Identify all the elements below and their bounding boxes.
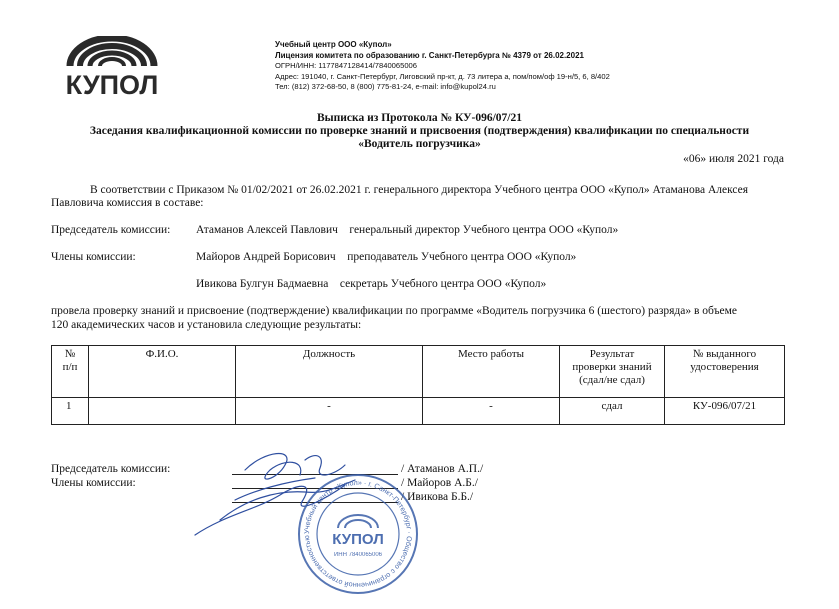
cell-result: сдал: [560, 398, 665, 425]
header-workplace: Место работы: [423, 346, 560, 398]
sig-name-3: / Ивикова Б.Б./: [401, 491, 474, 503]
header-position: Должность: [236, 346, 423, 398]
result-line-1: провела проверку знаний и присвоение (подтверждение) квалификации по программе «Водитель погрузчика 6 (шестого) разряда» в объеме: [51, 305, 738, 317]
header-cert-number: № выданного удостоверения: [665, 346, 785, 398]
header-result: Результат проверки знаний (сдал/не сдал): [560, 346, 665, 398]
intro-line-2: Павловича комиссия в составе:: [51, 197, 204, 209]
doc-date: «06» июля 2021 года: [683, 153, 784, 165]
intro-line-1: В соответствии с Приказом № 01/02/2021 от 26.02.2021 г. генерального директора Учебного центра ООО «Купол» Атаманова Алексея: [90, 184, 749, 196]
cell-num: 1: [52, 398, 89, 425]
ogrn-text: ОГРН/ИНН: 1177847128414/7840065006: [275, 61, 418, 71]
org-name: Учебный центр ООО «Купол»: [275, 40, 392, 49]
address-text: Адрес: 191040, г. Санкт-Петербург, Лиговский пр-кт, д. 73 литера а, пом/пом/оф 19-н/5, 6, 8/402: [275, 71, 610, 81]
doc-title: Выписка из Протокола № КУ-096/07/21: [317, 112, 522, 124]
official-stamp: [296, 472, 420, 596]
result-line-2: 120 академических часов и установила следующие результаты:: [51, 319, 362, 331]
sig-chair-label: Председатель комиссии:: [51, 463, 171, 475]
sig-name-1: / Атаманов А.П./: [401, 463, 484, 475]
cell-position: -: [236, 398, 423, 425]
sig-members-label: Члены комиссии:: [51, 477, 136, 489]
header-fio: Ф.И.О.: [89, 346, 236, 398]
table-header-row: [52, 346, 785, 398]
member-2: Ивикова Булгун Бадмаевна секретарь Учебного центра ООО «Купол»: [196, 278, 547, 290]
table-row: [52, 398, 785, 425]
members-label: Члены комиссии:: [51, 251, 136, 263]
chair-value: Атаманов Алексей Павлович генеральный директор Учебного центра ООО «Купол»: [196, 224, 619, 236]
company-logo: [56, 36, 168, 98]
member-1: Майоров Андрей Борисович преподаватель Учебного центра ООО «Купол»: [196, 251, 577, 263]
logo-text: КУПОЛ: [65, 70, 159, 98]
doc-specialty: «Водитель погрузчика»: [358, 138, 481, 150]
license-text: Лицензия комитета по образованию г. Санкт-Петербурга № 4379 от 26.02.2021: [275, 50, 584, 60]
results-table: [51, 345, 785, 425]
sig-name-2: / Майоров А.Б./: [401, 477, 478, 489]
chair-label: Председатель комиссии:: [51, 224, 171, 236]
contacts-text: Тел: (812) 372-68-50, 8 (800) 775-81-24, e-mail: info@kupol24.ru: [275, 82, 496, 92]
cell-workplace: -: [423, 398, 560, 425]
doc-subtitle: Заседания квалификационной комиссии по проверке знаний и присвоения (подтверждения) квалификации по специальности: [89, 125, 750, 137]
stamp-outer-text: Учебный центр «Купол» · г. Санкт-Петербург · Общество с ограниченной ответственностью: [301, 477, 415, 591]
org-details: [275, 40, 610, 93]
cell-fio: [89, 398, 236, 425]
cell-cert-number: КУ-096/07/21: [665, 398, 785, 425]
stamp-inn-text: ИНН 7840065006: [333, 552, 383, 558]
stamp-center-text: КУПОЛ: [332, 531, 384, 548]
header-num: № п/п: [52, 346, 89, 398]
